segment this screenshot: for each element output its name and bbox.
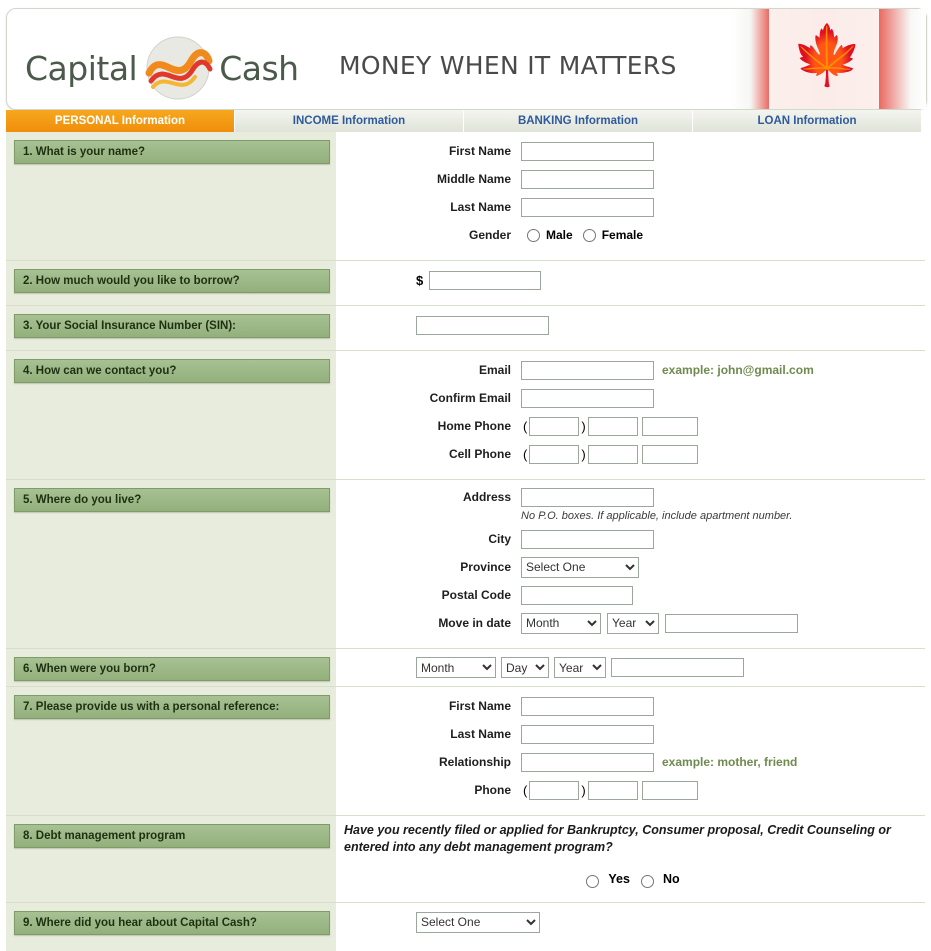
confirm-email-input[interactable] xyxy=(521,389,654,408)
field-move-in-date xyxy=(336,612,925,634)
move-in-year-select[interactable] xyxy=(607,613,659,634)
question-label-contact: 4. How can we contact you? xyxy=(14,359,330,383)
question-label-reference: 7. Please provide us with a personal reference: xyxy=(14,695,330,719)
section-birth xyxy=(6,649,925,687)
section-contact-question-col xyxy=(6,351,336,479)
field-postal-code xyxy=(336,584,925,606)
home-phone-area-input[interactable] xyxy=(529,417,579,436)
tab-bar xyxy=(6,110,925,132)
header-tagline: MONEY WHEN IT MATTERS xyxy=(339,51,677,80)
province-select[interactable] xyxy=(521,557,639,578)
question-label-debt: 8. Debt management program xyxy=(14,824,330,848)
label-middle-name: Middle Name xyxy=(436,172,511,186)
section-hear-question-col xyxy=(6,903,336,951)
field-borrow-amount xyxy=(416,269,925,291)
section-address xyxy=(6,480,925,649)
label-confirm-email: Confirm Email xyxy=(429,391,511,405)
site-header xyxy=(6,8,927,110)
section-reference xyxy=(6,687,925,816)
field-hear-about xyxy=(416,911,925,933)
label-reference-last-name: Last Name xyxy=(450,727,511,741)
field-reference-relationship xyxy=(336,751,925,773)
label-home-phone: Home Phone xyxy=(437,419,511,433)
postal-code-input[interactable] xyxy=(521,586,633,605)
label-city: City xyxy=(488,532,511,546)
currency-symbol: $ xyxy=(416,272,424,288)
question-label-name: 1. What is your name? xyxy=(14,140,330,164)
tab-banking-information[interactable]: BANKING Information xyxy=(464,110,693,132)
tab-income-information[interactable]: INCOME Information xyxy=(235,110,464,132)
reference-first-name-input[interactable] xyxy=(521,697,654,716)
sin-input[interactable] xyxy=(416,316,549,335)
first-name-input[interactable] xyxy=(521,142,654,161)
debt-yes-label: Yes xyxy=(608,872,630,886)
label-postal-code: Postal Code xyxy=(441,588,511,602)
label-last-name: Last Name xyxy=(450,200,511,214)
question-label-borrow: 2. How much would you like to borrow? xyxy=(14,269,330,293)
section-borrow-answer-col xyxy=(336,261,925,305)
section-debt-question-col xyxy=(6,816,336,902)
section-reference-question-col xyxy=(6,687,336,815)
address-input[interactable] xyxy=(521,488,654,507)
section-borrow xyxy=(6,261,925,306)
debt-radio-group xyxy=(336,856,925,894)
field-email xyxy=(336,359,925,381)
birth-year-select[interactable] xyxy=(554,657,606,678)
home-phone-paren-close: ) xyxy=(581,418,586,434)
field-reference-phone xyxy=(336,779,925,801)
field-first-name xyxy=(336,140,925,162)
section-hear-about xyxy=(6,903,925,951)
reference-phone-prefix-input[interactable] xyxy=(588,781,638,800)
middle-name-input[interactable] xyxy=(521,170,654,189)
label-cell-phone: Cell Phone xyxy=(448,447,511,461)
gender-radio-group xyxy=(521,228,643,242)
maple-leaf-icon: 🍁 xyxy=(791,23,864,88)
field-last-name xyxy=(336,196,925,218)
borrow-amount-input[interactable] xyxy=(429,271,541,290)
birth-extra-input[interactable] xyxy=(611,658,744,677)
field-cell-phone xyxy=(336,443,925,465)
city-input[interactable] xyxy=(521,530,654,549)
field-address xyxy=(336,488,925,522)
canada-flag-icon xyxy=(731,9,926,109)
label-email: Email xyxy=(478,363,511,377)
cell-phone-prefix-input[interactable] xyxy=(588,445,638,464)
section-address-answer-col xyxy=(336,480,925,648)
section-borrow-question-col xyxy=(6,261,336,305)
section-birth-question-col xyxy=(6,649,336,686)
cell-phone-paren-open: ( xyxy=(523,446,528,462)
tab-personal-information[interactable]: PERSONAL Information xyxy=(6,110,235,132)
debt-statement: Have you recently filed or applied for Bankruptcy, Consumer proposal, Credit Counseling or entered into any debt management program? xyxy=(344,823,891,854)
section-sin-question-col xyxy=(6,306,336,350)
label-reference-first-name: First Name xyxy=(448,699,511,713)
section-birth-answer-col xyxy=(336,649,925,686)
section-name-answer-col xyxy=(336,132,925,260)
reference-phone-paren-open: ( xyxy=(523,782,528,798)
reference-phone-paren-close: ) xyxy=(581,782,586,798)
label-reference-phone: Phone xyxy=(474,783,511,797)
logo-swirl-icon xyxy=(141,35,215,101)
section-contact-answer-col xyxy=(336,351,925,479)
brand-logo xyxy=(25,35,299,101)
logo-text-cash: Cash xyxy=(219,48,299,88)
field-reference-first-name xyxy=(336,695,925,717)
logo-text-capital: Capital xyxy=(25,48,138,88)
section-sin xyxy=(6,306,925,351)
gender-female-label: Female xyxy=(601,228,644,242)
personal-information-form xyxy=(6,132,925,929)
home-phone-prefix-input[interactable] xyxy=(588,417,638,436)
section-name xyxy=(6,132,925,261)
field-middle-name xyxy=(336,168,925,190)
field-home-phone xyxy=(336,415,925,437)
debt-yes-radio[interactable] xyxy=(586,875,599,888)
question-label-birth: 6. When were you born? xyxy=(14,657,330,681)
email-input[interactable] xyxy=(521,361,654,380)
section-name-question-col xyxy=(6,132,336,260)
last-name-input[interactable] xyxy=(521,198,654,217)
label-province: Province xyxy=(460,560,511,574)
cell-phone-line-input[interactable] xyxy=(642,445,698,464)
reference-relationship-input[interactable] xyxy=(521,753,654,772)
cell-phone-paren-close: ) xyxy=(581,446,586,462)
reference-phone-line-input[interactable] xyxy=(642,781,698,800)
field-province xyxy=(336,556,925,578)
section-hear-answer-col xyxy=(336,903,925,951)
label-reference-relationship: Relationship xyxy=(438,755,511,769)
email-example-hint: example: john@gmail.com xyxy=(662,363,814,377)
debt-no-radio[interactable] xyxy=(641,875,654,888)
field-birth-date xyxy=(416,657,925,678)
gender-female-radio[interactable] xyxy=(583,229,596,242)
label-address: Address xyxy=(462,490,511,504)
move-in-month-select[interactable] xyxy=(521,613,601,634)
section-debt-answer-col xyxy=(336,816,925,902)
gender-male-radio[interactable] xyxy=(527,229,540,242)
field-sin xyxy=(416,314,925,336)
field-gender xyxy=(336,224,925,246)
reference-last-name-input[interactable] xyxy=(521,725,654,744)
section-reference-answer-col xyxy=(336,687,925,815)
home-phone-paren-open: ( xyxy=(523,418,528,434)
address-note: No P.O. boxes. If applicable, include apartment number. xyxy=(521,510,793,522)
field-confirm-email xyxy=(336,387,925,409)
tab-loan-information[interactable]: LOAN Information xyxy=(693,110,922,132)
question-label-sin: 3. Your Social Insurance Number (SIN): xyxy=(14,314,330,338)
debt-no-label: No xyxy=(662,872,680,886)
section-contact xyxy=(6,351,925,480)
relationship-example-hint: example: mother, friend xyxy=(662,755,798,769)
birth-month-select[interactable] xyxy=(416,657,496,678)
birth-day-select[interactable] xyxy=(501,657,549,678)
question-label-hear-about: 9. Where did you hear about Capital Cash? xyxy=(14,911,330,935)
cell-phone-area-input[interactable] xyxy=(529,445,579,464)
section-address-question-col xyxy=(6,480,336,648)
field-city xyxy=(336,528,925,550)
hear-about-select[interactable] xyxy=(416,912,540,933)
home-phone-line-input[interactable] xyxy=(642,417,698,436)
label-first-name: First Name xyxy=(448,144,511,158)
section-debt xyxy=(6,816,925,903)
label-move-in-date: Move in date xyxy=(438,616,511,630)
reference-phone-area-input[interactable] xyxy=(529,781,579,800)
label-gender: Gender xyxy=(468,228,511,242)
section-sin-answer-col xyxy=(336,306,925,350)
field-reference-last-name xyxy=(336,723,925,745)
gender-male-label: Male xyxy=(546,228,573,242)
question-label-address: 5. Where do you live? xyxy=(14,488,330,512)
move-in-extra-input[interactable] xyxy=(665,614,798,633)
